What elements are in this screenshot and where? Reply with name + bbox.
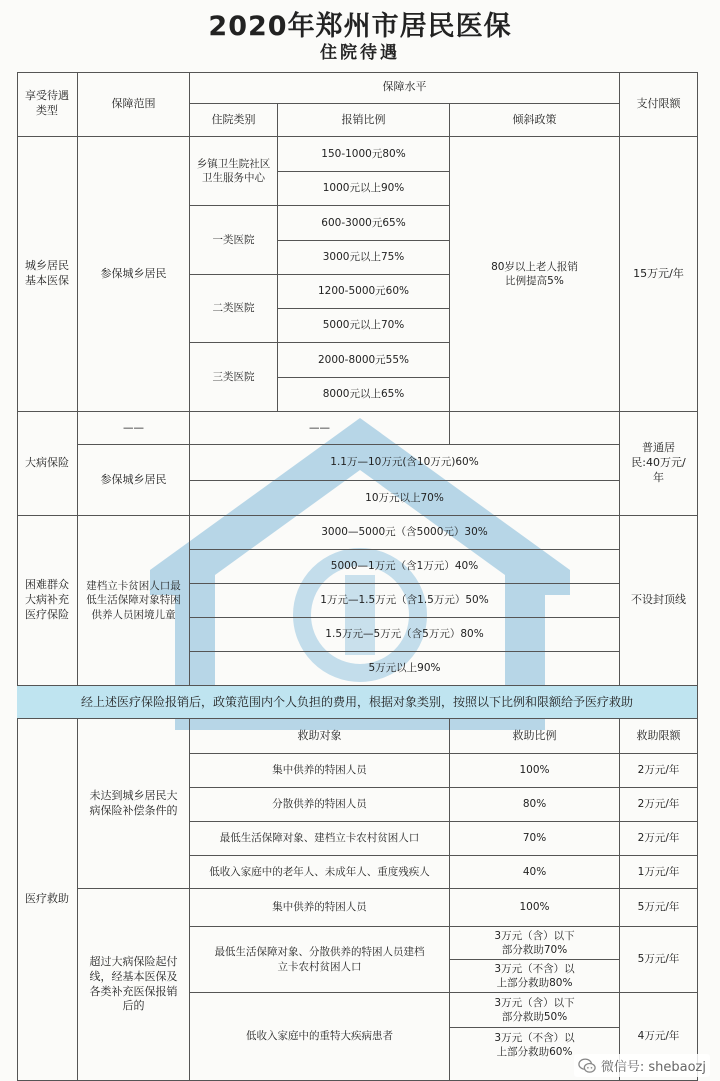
ratio-cell: 5000元以上70% (278, 309, 450, 343)
aid-ratio: 100% (450, 889, 620, 927)
ratio-cell: 600-3000元65% (278, 206, 450, 241)
ratio-cell: 8000元以上65% (278, 378, 450, 412)
aid-target: 低收入家庭中的重特大疾病患者 (190, 993, 450, 1081)
aid-limit: 2万元/年 (620, 754, 698, 788)
aid-scope-1: 未达到城乡居民大病保险补偿条件的 (78, 719, 190, 889)
aid-target: 集中供养的特困人员 (190, 754, 450, 788)
hospital-type-cell: 一类医院 (190, 206, 278, 275)
aid-limit: 5万元/年 (620, 927, 698, 993)
ratio-cell: 10万元以上70% (190, 481, 620, 516)
header-policy: 倾斜政策 (450, 104, 620, 137)
ratio-cell: 1万元—1.5万元（含1.5万元）50% (190, 584, 620, 618)
aid-header-limit: 救助限额 (620, 719, 698, 754)
ratio-cell: 1000元以上90% (278, 172, 450, 206)
footer-text: 微信号: shebaozj (600, 1060, 706, 1075)
aid-ratio: 70% (450, 822, 620, 856)
aid-type: 医疗救助 (17, 719, 78, 1081)
header-level: 保障水平 (190, 72, 620, 104)
aid-target: 集中供养的特困人员 (190, 889, 450, 927)
serious-dash: —— (78, 412, 190, 445)
aid-ratio: 3万元（不含）以上部分救助60% (450, 1028, 620, 1081)
serious-limit: 普通居民:40万元/年 (620, 412, 698, 516)
aid-limit: 4万元/年 (620, 993, 698, 1081)
header-limit: 支付限额 (620, 72, 698, 137)
aid-limit: 5万元/年 (620, 889, 698, 927)
ratio-cell: 1.5万元—5万元（含5万元）80% (190, 618, 620, 652)
header-ratio: 报销比例 (278, 104, 450, 137)
poor-scope: 建档立卡贫困人口最低生活保障对象特困供养人员困境儿童 (78, 516, 190, 686)
aid-ratio: 40% (450, 856, 620, 889)
aid-limit: 2万元/年 (620, 822, 698, 856)
ratio-cell: 5万元以上90% (190, 652, 620, 686)
aid-target: 最低生活保障对象、建档立卡农村贫困人口 (190, 822, 450, 856)
aid-header-target: 救助对象 (190, 719, 450, 754)
header-type: 享受待遇类型 (17, 72, 78, 137)
basic-scope: 参保城乡居民 (78, 137, 190, 412)
ratio-cell: 2000-8000元55% (278, 343, 450, 378)
aid-ratio: 80% (450, 788, 620, 822)
aid-ratio: 3万元（含）以下部分救助70% (450, 927, 620, 960)
ratio-cell: 3000—5000元（含5000元）30% (190, 516, 620, 550)
header-hospital-type: 住院类别 (190, 104, 278, 137)
serious-blank (450, 412, 620, 445)
aid-band: 经上述医疗保险报销后，政策范围内个人负担的费用，根据对象类别，按照以下比例和限额给予医疗救助 (17, 686, 698, 719)
ratio-cell: 1.1万—10万元(含10万元)60% (190, 445, 620, 481)
ratio-cell: 5000—1万元（含1万元）40% (190, 550, 620, 584)
wechat-icon (578, 1057, 596, 1075)
aid-limit: 1万元/年 (620, 856, 698, 889)
aid-target: 最低生活保障对象、分散供养的特困人员建档立卡农村贫困人口 (190, 927, 450, 993)
ratio-cell: 3000元以上75% (278, 241, 450, 275)
poor-type: 困难群众大病补充医疗保险 (17, 516, 78, 686)
header-scope: 保障范围 (78, 72, 190, 137)
basic-type: 城乡居民基本医保 (17, 137, 78, 412)
page-subtitle: 住院待遇 (320, 43, 400, 63)
aid-ratio: 100% (450, 754, 620, 788)
hospital-type-cell: 三类医院 (190, 343, 278, 412)
poor-limit: 不设封顶线 (620, 516, 698, 686)
basic-limit: 15万元/年 (620, 137, 698, 412)
hospital-type-cell: 二类医院 (190, 275, 278, 343)
aid-ratio: 3万元（不含）以上部分救助80% (450, 960, 620, 993)
aid-header-ratio: 救助比例 (450, 719, 620, 754)
aid-ratio: 3万元（含）以下部分救助50% (450, 993, 620, 1028)
aid-limit: 2万元/年 (620, 788, 698, 822)
hospital-type-cell: 乡镇卫生院社区卫生服务中心 (190, 137, 278, 206)
serious-type: 大病保险 (17, 412, 78, 516)
serious-scope: 参保城乡居民 (78, 445, 190, 516)
ratio-cell: 1200-5000元60% (278, 275, 450, 309)
basic-policy: 80岁以上老人报销比例提高5% (450, 137, 620, 412)
aid-scope-2: 超过大病保险起付线，经基本医保及各类补充医保报销后的 (78, 889, 190, 1081)
aid-target: 低收入家庭中的老年人、未成年人、重度残疾人 (190, 856, 450, 889)
page-title: 2020年郑州市居民医保 (208, 11, 512, 42)
aid-target: 分散供养的特困人员 (190, 788, 450, 822)
serious-dash: —— (190, 412, 450, 445)
ratio-cell: 150-1000元80% (278, 137, 450, 172)
wechat-footer (574, 1054, 710, 1077)
